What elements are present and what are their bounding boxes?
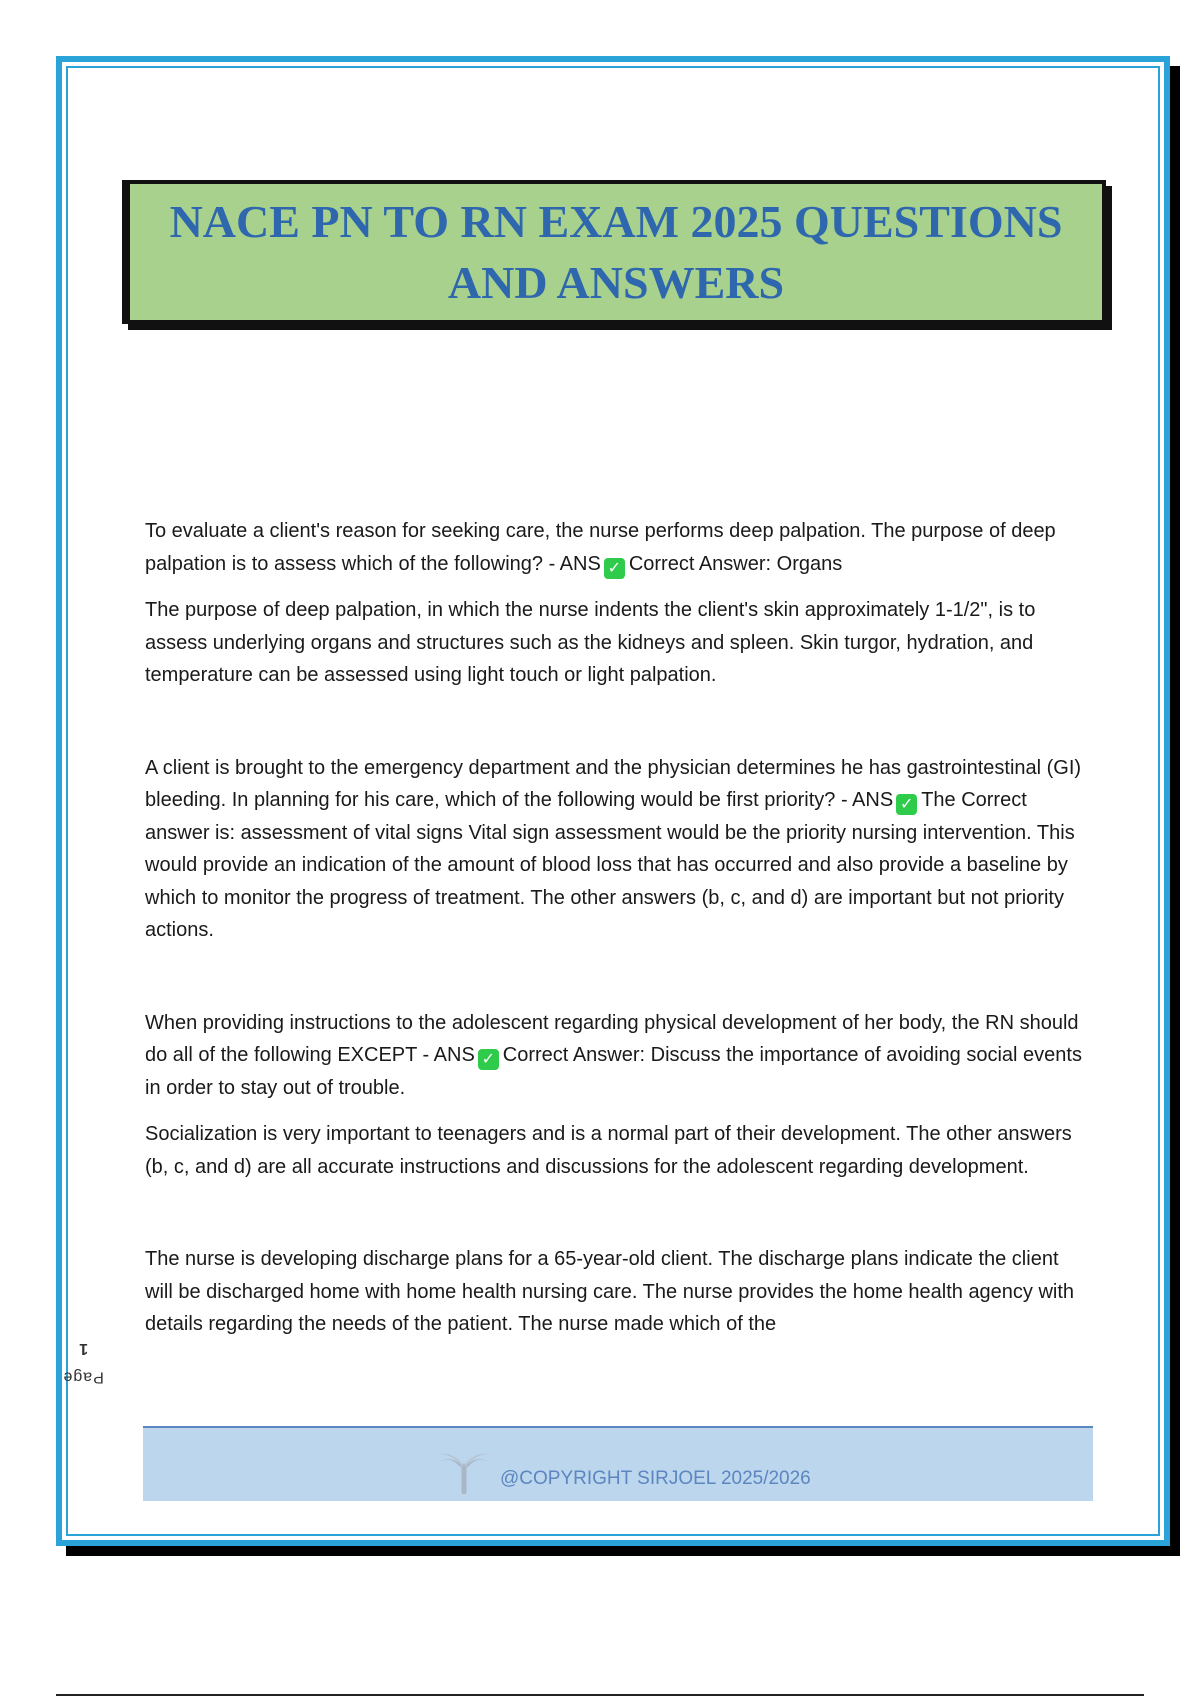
question-block — [145, 1007, 1089, 1184]
answer-rationale: Socialization is very important to teenagers and is a normal part of their development. The other answers (b, c, and d) are all accurate instructions and discussions for the adolescent regarding development. — [145, 1123, 1072, 1178]
copyright-text: @COPYRIGHT SIRJOEL 2025/2026 — [500, 1468, 811, 1489]
check-icon: ✓ — [478, 1049, 499, 1070]
answer-text: The Correct answer is: assessment of vital signs Vital sign assessment would be the priority nursing intervention. This would provide an indication of the amount of blood loss that has occurred and also provide a baseline by which to monitor the progress of treatment. The other answers (b, c, and d) are important but not priority actions. — [145, 789, 1075, 941]
question-prompt: To evaluate a client's reason for seeking care, the nurse performs deep palpation. The purpose of deep palpation is to assess which of the following? - ANS — [145, 520, 1056, 575]
title-banner-box — [122, 180, 1106, 324]
question-prompt: A client is brought to the emergency department and the physician determines he has gastrointestinal (GI) bleeding. In planning for his care, which of the following would be first priority? - ANS — [145, 756, 1082, 811]
question-text — [145, 1007, 1089, 1105]
answer-text: Correct Answer: Discuss the importance of avoiding social events in order to stay out of trouble. — [145, 1044, 1082, 1099]
title-banner — [122, 180, 1106, 324]
question-text — [145, 752, 1089, 947]
question-block — [145, 752, 1089, 947]
check-icon: ✓ — [604, 558, 625, 579]
page-number-label — [58, 1340, 108, 1400]
question-block — [145, 1243, 1089, 1341]
question-block — [145, 515, 1089, 692]
answer-text: Correct Answer: Organs — [628, 552, 843, 575]
document-title: NACE PN TO RN EXAM 2025 QUESTIONS AND ANSWERS — [169, 196, 1063, 308]
logo-icon — [429, 1444, 499, 1494]
page-label-text: Page — [62, 1368, 104, 1386]
copyright-footer — [143, 1426, 1093, 1501]
page-number: 1 — [78, 1339, 88, 1357]
question-text — [145, 515, 1089, 580]
bottom-divider — [56, 1694, 1144, 1696]
question-prompt: When providing instructions to the adolescent regarding physical development of her body, the RN should do all of the following EXCEPT - ANS — [145, 1011, 1079, 1066]
check-icon: ✓ — [896, 794, 917, 815]
document-body — [145, 515, 1089, 1341]
answer-rationale: The purpose of deep palpation, in which the nurse indents the client's skin approximately 1-1/2", is to assess underlying organs and structures such as the kidneys and spleen. Skin turgor, hydration, and temperature can be assessed using light touch or light palpation. — [145, 599, 1036, 686]
question-text: The nurse is developing discharge plans for a 65-year-old client. The discharge plans indicate the client will be discharged home with home health nursing care. The nurse provides the home health agency with details regarding the needs of the patient. The nurse made which of the — [145, 1248, 1075, 1335]
